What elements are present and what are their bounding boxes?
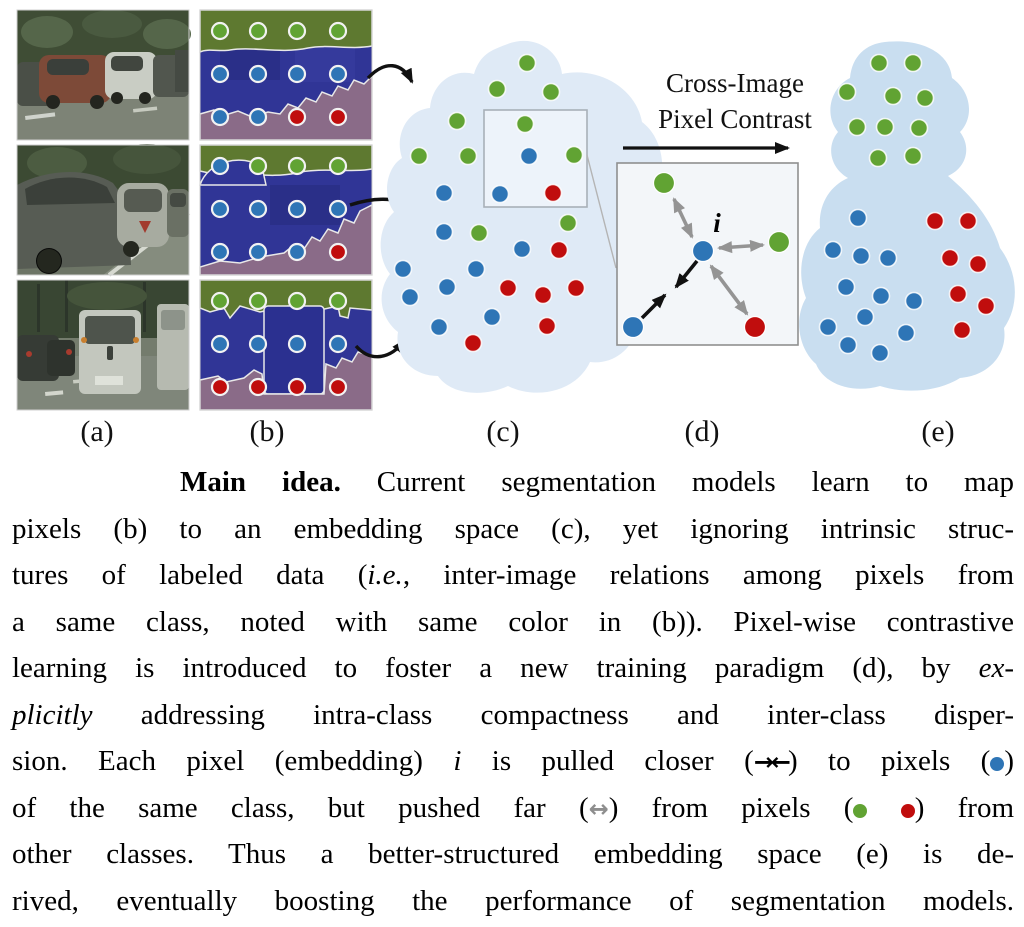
blue-embedding-dot [880, 250, 897, 267]
green-embedding-dot [905, 148, 922, 165]
blue-pixel-dot [289, 201, 305, 217]
blue-pixel-dot [289, 244, 305, 260]
contrast-panel-d [617, 163, 798, 345]
figure-diagram [0, 0, 1024, 455]
caption-text: ) [1004, 745, 1014, 777]
green-embedding-dot [839, 84, 856, 101]
caption-text: addressing intra-class compactness and inter-class disper- [92, 698, 1014, 731]
blue-pixel-dot [212, 109, 228, 125]
red-embedding-dot [978, 298, 995, 315]
blue-embedding-dot [468, 261, 485, 278]
blue-pixel-dot [250, 109, 266, 125]
panel-label-b: (b) [249, 415, 285, 448]
red-pixel-dot [330, 244, 346, 260]
blue-embedding-dot [872, 345, 889, 362]
green-embedding-dot [917, 90, 934, 107]
caption-line-8 [12, 785, 1014, 832]
caption-text: ) from pixels ( [608, 791, 854, 824]
cross-image-title-line2: Pixel Contrast [658, 104, 812, 134]
caption-line-2 [12, 506, 1014, 553]
red-embedding-dot [545, 185, 562, 202]
pull-arrows-symbol: →← [753, 748, 788, 776]
green-embedding-dot [543, 84, 560, 101]
green-pixel-dot [289, 23, 305, 39]
red-pixel-dot [250, 379, 266, 395]
green-embedding-dot [911, 120, 928, 137]
red-embedding-dot [535, 287, 552, 304]
caption-line-4 [12, 599, 1014, 646]
green-embedding-dot [449, 113, 466, 130]
blue-embedding-dot [492, 186, 509, 203]
street-photo-1 [17, 10, 191, 140]
blue-embedding-dot [840, 337, 857, 354]
street-photo-2 [17, 144, 189, 275]
caption-text: Main idea. [180, 466, 341, 498]
green-embedding-dot [489, 81, 506, 98]
red-pixel-dot [289, 109, 305, 125]
red-contrast-dot [745, 317, 766, 338]
red-embedding-dot [950, 286, 967, 303]
caption-line-9 [12, 831, 1014, 878]
panel-label-c: (c) [486, 415, 520, 448]
caption-text: plicitly [12, 698, 93, 731]
blue-embedding-dot [439, 279, 456, 296]
panel-label-d: (d) [684, 415, 720, 448]
caption-line-10 [12, 878, 1014, 925]
blue-embedding-dot [825, 242, 842, 259]
blue-embedding-dot [484, 309, 501, 326]
red-pixel-dot [289, 379, 305, 395]
green-pixel-dot [250, 293, 266, 309]
caption-text: is pulled closer ( [461, 745, 754, 777]
green-embedding-dot [460, 148, 477, 165]
mask-column [200, 10, 372, 410]
green-contrast-dot [654, 173, 675, 194]
red-embedding-dot [954, 322, 971, 339]
blue-pixel-dot [212, 158, 228, 174]
blue-pixel-dot [250, 336, 266, 352]
blue-embedding-dot [838, 279, 855, 296]
blue-pixel-dot [212, 201, 228, 217]
blue-embedding-dot [436, 224, 453, 241]
caption-line-5 [12, 645, 1014, 692]
green-pixel-dot [330, 23, 346, 39]
caption-text: other classes. Thus a better-structured embedding space (e) is de- [12, 838, 1014, 870]
red-embedding-dot [465, 335, 482, 352]
green-embedding-dot [885, 88, 902, 105]
cross-image-title-line1: Cross-Image [666, 68, 804, 98]
caption-text: rived, eventually boosting the performance of segmentation models. [12, 884, 1014, 917]
blue-embedding-dot [850, 210, 867, 227]
caption-text: sion. Each pixel (embedding) [12, 745, 454, 777]
red-embedding-dot [568, 280, 585, 297]
pixel-i-label: i [713, 208, 721, 238]
blue-pixel-dot [289, 336, 305, 352]
caption-text: i [453, 745, 462, 777]
red-pixel-dot [212, 379, 228, 395]
blue-embedding-dot [431, 319, 448, 336]
blue-embedding-dot [853, 248, 870, 265]
green-embedding-dot [519, 55, 536, 72]
blue-pixel-dot [212, 244, 228, 260]
blue-pixel-dot [330, 201, 346, 217]
blue-embedding-dot [898, 325, 915, 342]
blue-pixel-dot [250, 201, 266, 217]
green-embedding-dot [871, 55, 888, 72]
blue-contrast-dot [693, 241, 714, 262]
blue-pixel-dot [330, 66, 346, 82]
caption-text: of the same class, but pushed far ( [12, 791, 589, 824]
map-arrow-1 [368, 66, 412, 82]
caption-text [867, 792, 900, 824]
green-embedding-dot [566, 147, 583, 164]
green-embedding-dot [560, 215, 577, 232]
red-embedding-dot [500, 280, 517, 297]
street-photo-3 [17, 280, 189, 410]
caption-text: pixels (b) to an embedding space (c), yet ignoring intrinsic struc- [12, 512, 1014, 545]
green-pixel-dot [330, 158, 346, 174]
panel-label-a: (a) [80, 415, 114, 448]
blue-embedding-dot [857, 309, 874, 326]
green-pixel-dot [250, 158, 266, 174]
green-contrast-dot [769, 232, 790, 253]
red-embedding-dot [927, 213, 944, 230]
green-pixel-dot [250, 23, 266, 39]
caption-line-1 [12, 459, 1014, 506]
blue-embedding-dot [906, 293, 923, 310]
caption-text: tures of labeled data ( [12, 559, 368, 591]
figure-caption [12, 459, 1014, 924]
green-embedding-dot [849, 119, 866, 136]
blue-pixel-dot [212, 336, 228, 352]
blue-embedding-dot [873, 288, 890, 305]
green-embedding-dot [517, 116, 534, 133]
blue-embedding-dot [395, 261, 412, 278]
segmentation-mask-3 [200, 280, 372, 410]
blue-pixel-dot [212, 66, 228, 82]
photo-column [17, 10, 191, 410]
blue-contrast-dot [623, 317, 644, 338]
panel-label-e: (e) [921, 415, 955, 448]
caption-text: learning is introduced to foster a new training paradigm (d), by [12, 652, 979, 684]
green-pixel-dot [289, 158, 305, 174]
blue-pixel-dot [250, 244, 266, 260]
segmentation-mask-1 [200, 10, 372, 140]
caption-line-7 [12, 738, 1014, 785]
green-embedding-dot [471, 225, 488, 242]
green-embedding-dot [870, 150, 887, 167]
green-embedding-dot [905, 55, 922, 72]
blue-embedding-dot [820, 319, 837, 336]
caption-text: a same class, noted with same color in (b)). Pixel-wise contrastive [12, 605, 1014, 638]
blue-embedding-dot [436, 185, 453, 202]
caption-text: ) to pixels ( [787, 745, 991, 777]
caption-text: ) from [914, 791, 1015, 824]
blue-pixel-dot [250, 66, 266, 82]
red-embedding-dot [960, 213, 977, 230]
red-embedding-dot [551, 242, 568, 259]
red-pixel-dot [330, 379, 346, 395]
green-pixel-dot [212, 293, 228, 309]
blue-pixel-dot [289, 66, 305, 82]
embedding-space-e [799, 41, 1015, 390]
segmentation-mask-2 [200, 145, 372, 275]
caption-text: , inter-image relations among pixels from [402, 559, 1015, 591]
red-embedding-dot [942, 250, 959, 267]
green-embedding-dot [411, 148, 428, 165]
blue-pixel-dot [330, 336, 346, 352]
blue-embedding-dot [521, 148, 538, 165]
caption-text: i.e. [367, 559, 403, 591]
green-pixel-symbol [853, 804, 867, 818]
green-embedding-dot [877, 119, 894, 136]
blue-pixel-symbol [990, 757, 1004, 771]
red-embedding-dot [539, 318, 556, 335]
red-pixel-symbol [901, 804, 915, 818]
red-embedding-dot [970, 256, 987, 273]
green-pixel-dot [330, 293, 346, 309]
green-pixel-dot [212, 23, 228, 39]
caption-line-6 [12, 692, 1014, 739]
caption-line-3 [12, 552, 1014, 599]
red-pixel-dot [330, 109, 346, 125]
push-arrows-symbol: ↔ [588, 794, 609, 823]
caption-text: ex- [978, 652, 1014, 684]
caption-text: Current segmentation models learn to map [340, 466, 1014, 498]
green-pixel-dot [289, 293, 305, 309]
blue-embedding-dot [514, 241, 531, 258]
blue-embedding-dot [402, 289, 419, 306]
panel-labels [80, 415, 954, 448]
